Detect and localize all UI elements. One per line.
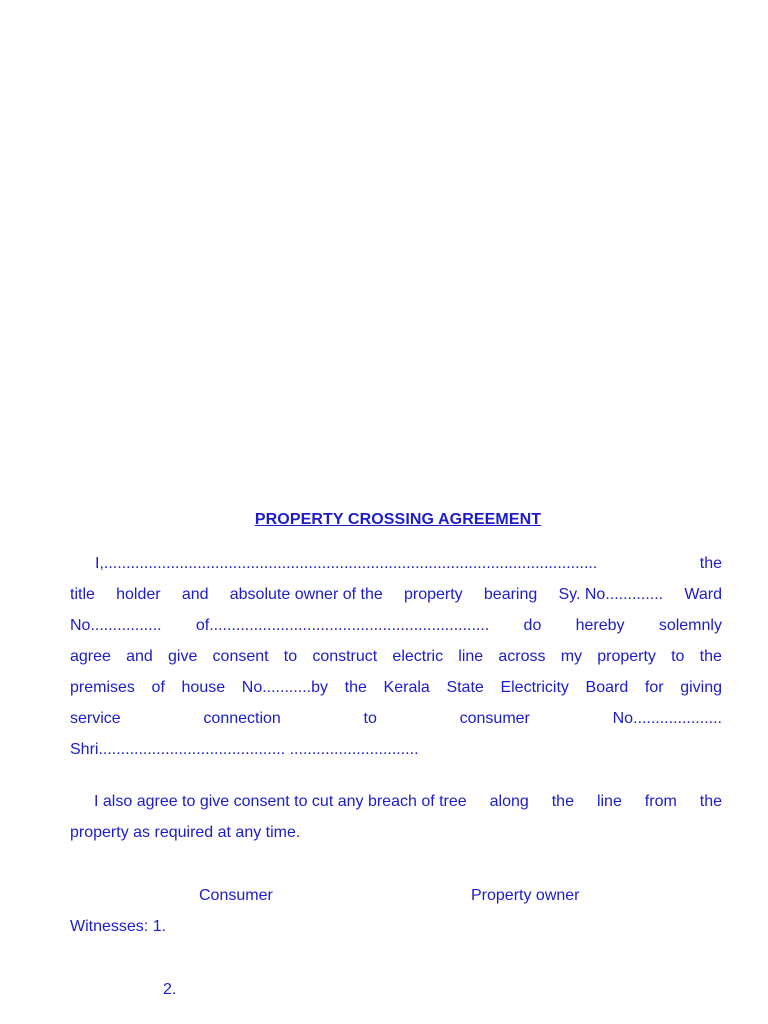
village-blank: of............................................................... [195, 617, 490, 634]
survey-number-blank: Sy. No............. [558, 586, 664, 603]
witness-2-label: 2. [163, 981, 177, 998]
para1-line-4: agree and give consent to construct electric line across my property to the [70, 648, 722, 665]
owner-name-blank: I,............................................................................................................... [95, 555, 598, 572]
para1-line-3: No................ of............................................................... do hereby solemnly [70, 617, 722, 634]
property-owner-signature-label: Property owner [471, 887, 580, 904]
consumer-signature-label: Consumer [199, 887, 273, 904]
para1-line-5: premises of house No...........by the Kerala State Electricity Board for giving [70, 679, 722, 696]
house-number-blank: No...........by [241, 679, 329, 696]
para1-line-1: I,............................................................................................................... the [95, 555, 722, 572]
para2-line-2: property as required at any time. [70, 824, 301, 841]
para2-line-1: I also agree to give consent to cut any breach of tree along the line from the [94, 793, 722, 810]
consumer-name-blank: Shri.......................................... ............................. [70, 741, 419, 758]
document-title: PROPERTY CROSSING AGREEMENT [254, 511, 542, 528]
witness-1-label: Witnesses: 1. [70, 918, 167, 935]
para1-line-6: service connection to consumer No.................... [70, 710, 722, 727]
ward-number-blank: No................ [70, 617, 162, 634]
para1-line-2: title holder and absolute owner of the property bearing Sy. No............. Ward [70, 586, 722, 603]
consumer-number-blank: No.................... [612, 710, 722, 727]
